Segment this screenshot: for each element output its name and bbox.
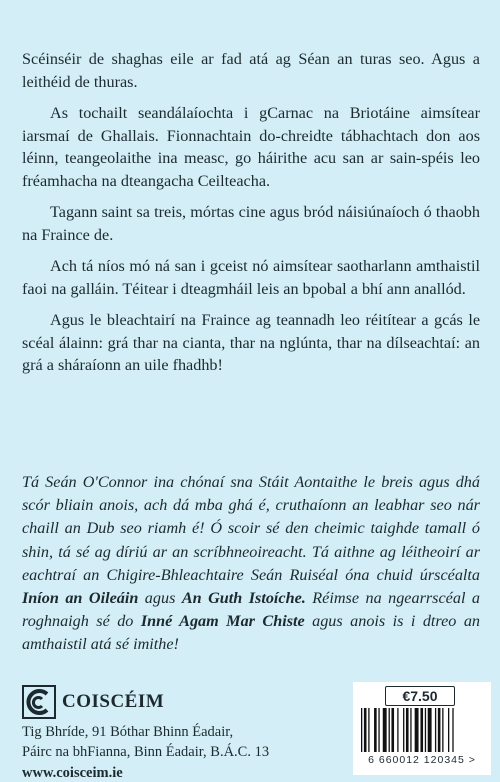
author-bio bbox=[22, 471, 480, 657]
address-line: Páirc na bhFianna, Binn Éadair, B.Á.C. 13 bbox=[22, 744, 270, 760]
bio-text: Tá Seán O'Connor ina chónaí sna Stáit Aontaithe le breis agus dhá scór bliain anois, ach dá mba ghá é, cruthaíonn an leabhar seo nár chaill an Dub seo riamh é! Ó scoir sé den cheimic taighde tamall ó shin, tá sé ag díriú ar an scríbhneoireacht. Tá aithne ag léitheoirí ar eachtraí an Chigire-Bhleachtaire Seán Ruiséal óna chuid úrscéalta bbox=[22, 473, 480, 584]
barcode-icon bbox=[361, 708, 485, 752]
blurb-paragraph: Ach tá níos mó ná san i gceist nó aimsítear saotharlann amthaistil faoi na galláin. Téitear i dteagmháil leis an bpobal a bhí ann anallód. bbox=[22, 257, 480, 298]
coisceim-logo-icon bbox=[22, 685, 56, 719]
address-line: Tig Bhríde, 91 Bóthar Bhinn Éadair, bbox=[22, 724, 234, 740]
price-tag: €7.50 bbox=[385, 686, 455, 706]
publisher-logo-row bbox=[22, 685, 352, 719]
publisher-website-link[interactable]: www.coisceim.ie bbox=[22, 765, 123, 781]
blurb-paragraph: Scéinséir de shaghas eile ar fad atá ag Séan an turas seo. Agus a leithéid de thuras. bbox=[22, 50, 480, 91]
back-cover-blurb bbox=[22, 48, 480, 386]
book-title: Inné Agam Mar Chiste bbox=[140, 612, 305, 631]
publisher-address bbox=[22, 722, 352, 762]
blurb-paragraph: Agus le bleachtairí na Fraince ag teannadh leo réitítear a gcás le scéal álainn: grá thar na cianta, thar na nglúnta, thar na dílseachtaí: an grá a sháraíonn an uile fhadhb! bbox=[22, 311, 480, 374]
publisher-name: COISCÉIM bbox=[62, 691, 165, 712]
blurb-paragraph: Tagann saint sa treis, mórtas cine agus bród náisiúnaíoch ó thaobh na Fraince de. bbox=[22, 203, 480, 244]
publisher-block bbox=[22, 685, 352, 762]
bio-text: agus bbox=[138, 589, 182, 608]
blurb-paragraph: As tochailt seandálaíochta i gCarnac na Briotáine aimsítear iarsmaí de Ghallais. Fionnachtain do-chreidte tábhachtach don aos léinn, teangeolaithe ina measc, go háirithe acu san ar sain-spéis leo fréamhacha na dteangacha Ceilteacha. bbox=[22, 104, 480, 190]
bio-text: Réimse na ngearrscéal a roghnaigh sé do bbox=[22, 589, 480, 631]
book-title: An Guth Istoíche. bbox=[181, 589, 306, 608]
barcode-digits: 6 660012 120345 > bbox=[368, 754, 476, 766]
book-title: Iníon an Oileáin bbox=[22, 589, 139, 608]
barcode-area bbox=[353, 682, 491, 775]
bio-text: agus anois is i dtreo an amthaistil atá sé imithe! bbox=[22, 612, 481, 654]
